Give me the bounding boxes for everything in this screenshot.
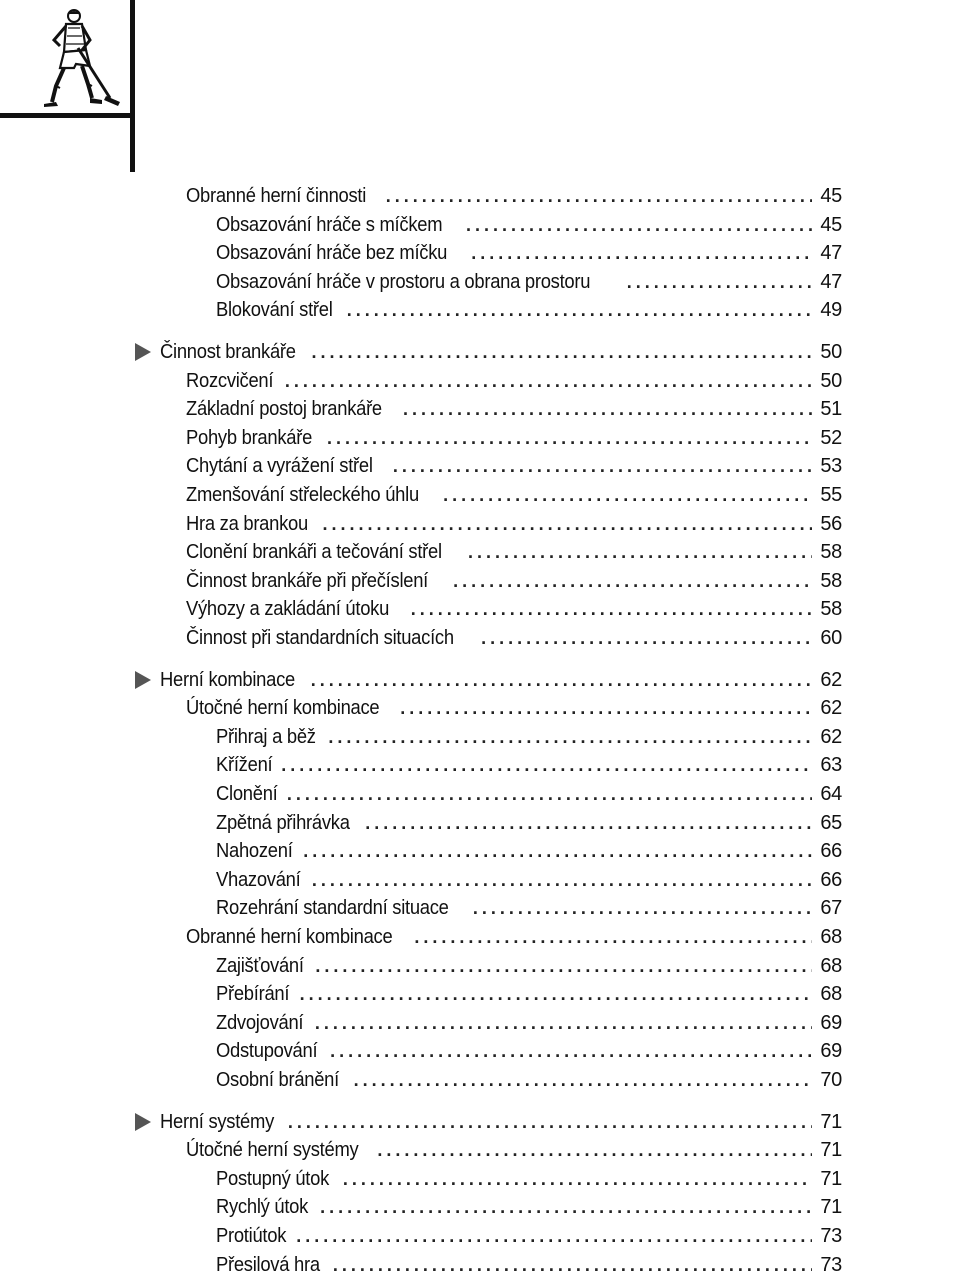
toc-entry-label: Obranné herní činnosti bbox=[186, 185, 367, 207]
toc-page-number: 45 bbox=[820, 185, 842, 207]
toc-entry bbox=[216, 1218, 842, 1248]
toc-entry bbox=[186, 420, 842, 450]
toc-entry bbox=[216, 747, 842, 777]
toc-entry bbox=[216, 805, 842, 835]
toc-entry-label: Činnost brankáře bbox=[160, 341, 296, 363]
toc-page-number: 62 bbox=[820, 725, 842, 748]
toc-dot-leader bbox=[333, 1254, 812, 1277]
toc-page-number: 73 bbox=[820, 1253, 842, 1276]
toc-page-number: 62 bbox=[820, 697, 842, 720]
toc-entry-label: Vhazování bbox=[216, 868, 301, 891]
toc-entry bbox=[216, 1247, 842, 1277]
toc-page-number: 69 bbox=[820, 1011, 842, 1034]
toc-dot-leader bbox=[323, 513, 812, 536]
toc-entry bbox=[216, 976, 842, 1006]
toc-entry-label: Obsazování hráče s míčkem bbox=[216, 213, 443, 236]
toc-page-number: 63 bbox=[820, 754, 842, 777]
toc-page-number: 51 bbox=[820, 398, 842, 421]
toc-entry-label: Osobní bránění bbox=[216, 1069, 339, 1091]
toc-entry bbox=[216, 235, 842, 265]
toc-page-number: 68 bbox=[820, 983, 842, 1006]
toc-dot-leader bbox=[627, 271, 812, 294]
toc-entry bbox=[216, 207, 842, 237]
chapter-triangle-icon bbox=[135, 343, 151, 361]
toc-entry-label: Clonění brankáři a tečování střel bbox=[186, 541, 442, 564]
toc-page-number: 62 bbox=[820, 668, 842, 691]
toc-entry-label: Nahození bbox=[216, 840, 293, 863]
toc-dot-leader bbox=[327, 427, 812, 450]
toc-entry bbox=[186, 690, 842, 720]
toc-dot-leader bbox=[311, 669, 812, 692]
toc-entry-label: Přebírání bbox=[216, 983, 290, 1006]
toc-entry bbox=[216, 948, 842, 978]
toc-entry bbox=[216, 292, 842, 322]
toc-page-number: 71 bbox=[820, 1139, 842, 1162]
toc-entry-label: Zajišťování bbox=[216, 954, 304, 977]
toc-entry bbox=[186, 1132, 842, 1162]
toc-entry bbox=[216, 862, 842, 892]
toc-entry-label: Výhozy a zakládání útoku bbox=[186, 598, 390, 621]
chapter-triangle-icon bbox=[135, 1113, 151, 1131]
toc-entry bbox=[216, 1189, 842, 1219]
toc-entry-label: Postupný útok bbox=[216, 1167, 330, 1190]
toc-page-number: 66 bbox=[820, 868, 842, 891]
toc-chapter bbox=[160, 1104, 842, 1134]
toc-entry bbox=[216, 833, 842, 863]
toc-page-number: 68 bbox=[820, 926, 842, 948]
toc-page-number: 53 bbox=[820, 455, 842, 478]
toc-dot-leader bbox=[315, 1012, 812, 1035]
toc-entry bbox=[216, 776, 842, 806]
toc-dot-leader bbox=[403, 398, 812, 421]
toc-page-number: 69 bbox=[820, 1040, 842, 1063]
toc-dot-leader bbox=[377, 1139, 812, 1162]
toc-entry-label: Zmenšování střeleckého úhlu bbox=[186, 484, 419, 506]
toc-entry-label: Zpětná přihrávka bbox=[216, 811, 350, 834]
toc-entry-label: Obranné herní kombinace bbox=[186, 926, 393, 948]
toc-page-number: 58 bbox=[820, 598, 842, 621]
toc-dot-leader bbox=[354, 1069, 812, 1092]
toc-page-number: 47 bbox=[820, 242, 842, 265]
toc-entry bbox=[186, 178, 842, 208]
toc-page-number: 50 bbox=[820, 341, 842, 363]
toc-entry-label: Základní postoj brankáře bbox=[186, 398, 382, 421]
toc-entry bbox=[186, 477, 842, 507]
toc-entry-label: Chytání a vyrážení střel bbox=[186, 455, 373, 478]
toc-entry-label: Křížení bbox=[216, 754, 273, 777]
toc-dot-leader bbox=[343, 1168, 812, 1191]
toc-chapter bbox=[160, 662, 842, 692]
toc-page-number: 49 bbox=[820, 299, 842, 322]
toc-dot-leader bbox=[296, 1225, 812, 1248]
toc-entry-label: Rozcvičení bbox=[186, 369, 274, 392]
toc-page-number: 47 bbox=[820, 270, 842, 293]
toc-dot-leader bbox=[300, 983, 812, 1006]
toc-dot-leader bbox=[453, 570, 812, 593]
toc-entry bbox=[216, 1033, 842, 1063]
toc-entry bbox=[186, 534, 842, 564]
toc-entry-label: Přesilová hra bbox=[216, 1253, 320, 1276]
toc-dot-leader bbox=[320, 1196, 812, 1219]
toc-entry-label: Útočné herní systémy bbox=[186, 1139, 359, 1162]
toc-dot-leader bbox=[471, 242, 812, 265]
toc-entry bbox=[216, 890, 842, 920]
toc-entry-label: Protiútok bbox=[216, 1225, 287, 1247]
toc-dot-leader bbox=[312, 869, 812, 892]
toc-dot-leader bbox=[414, 926, 812, 949]
toc-page-number: 45 bbox=[820, 213, 842, 236]
toc-page-number: 71 bbox=[820, 1196, 842, 1219]
toc-page-number: 56 bbox=[820, 512, 842, 535]
toc-entry-label: Přihraj a běž bbox=[216, 725, 316, 748]
toc-dot-leader bbox=[481, 627, 812, 650]
toc-entry bbox=[186, 391, 842, 421]
toc-page-number: 55 bbox=[820, 484, 842, 506]
toc-entry-label: Herní kombinace bbox=[160, 668, 295, 691]
toc-entry bbox=[186, 563, 842, 593]
toc-entry-label: Činnost brankáře při přečíslení bbox=[186, 569, 429, 592]
toc-entry-label: Odstupování bbox=[216, 1040, 318, 1063]
toc-page-number: 64 bbox=[820, 783, 842, 805]
toc-dot-leader bbox=[281, 754, 812, 777]
toc-dot-leader bbox=[330, 1040, 812, 1063]
toc-entry-label: Obsazování hráče bez míčku bbox=[216, 242, 448, 265]
toc-entry-label: Činnost při standardních situacích bbox=[186, 627, 454, 649]
toc-dot-leader bbox=[473, 897, 812, 920]
toc-entry bbox=[186, 919, 842, 949]
toc-page-number: 73 bbox=[820, 1225, 842, 1247]
toc-entry bbox=[216, 1062, 842, 1092]
toc-page-number: 52 bbox=[820, 426, 842, 449]
toc-entry-label: Obsazování hráče v prostoru a obrana prostoru bbox=[216, 270, 591, 293]
toc-page-number: 68 bbox=[820, 954, 842, 977]
toc-dot-leader bbox=[315, 955, 812, 978]
toc-dot-leader bbox=[393, 455, 812, 478]
toc-page-number: 67 bbox=[820, 897, 842, 920]
toc-dot-leader bbox=[288, 1111, 812, 1134]
toc-entry-label: Útočné herní kombinace bbox=[186, 697, 380, 720]
toc-dot-leader bbox=[443, 484, 812, 507]
toc-entry bbox=[186, 448, 842, 478]
toc-entry bbox=[216, 1005, 842, 1035]
toc-dot-leader bbox=[303, 840, 812, 863]
toc-dot-leader bbox=[312, 341, 812, 364]
toc-entry bbox=[186, 591, 842, 621]
toc-entry bbox=[186, 506, 842, 536]
toc-dot-leader bbox=[328, 726, 812, 749]
toc-page-number: 70 bbox=[820, 1069, 842, 1091]
toc-entry bbox=[186, 620, 842, 650]
toc-dot-leader bbox=[411, 598, 812, 621]
toc-entry-label: Rozehrání standardní situace bbox=[216, 897, 449, 920]
toc-dot-leader bbox=[285, 370, 812, 393]
toc-page-number: 71 bbox=[820, 1167, 842, 1190]
toc-chapter bbox=[160, 334, 842, 364]
toc-entry-label: Clonění bbox=[216, 783, 278, 805]
toc-entry bbox=[216, 1161, 842, 1191]
chapter-triangle-icon bbox=[135, 671, 151, 689]
toc-entry-label: Pohyb brankáře bbox=[186, 426, 313, 449]
toc-dot-leader bbox=[347, 299, 812, 322]
toc-dot-leader bbox=[287, 783, 812, 806]
toc-page-number: 50 bbox=[820, 369, 842, 392]
toc-dot-leader bbox=[468, 541, 812, 564]
toc-page-number: 58 bbox=[820, 569, 842, 592]
toc-entry-label: Blokování střel bbox=[216, 299, 333, 322]
toc-entry bbox=[186, 363, 842, 393]
toc-page-number: 71 bbox=[820, 1110, 842, 1133]
toc-entry-label: Hra za brankou bbox=[186, 512, 308, 535]
toc-page-number: 66 bbox=[820, 840, 842, 863]
toc-page-number: 58 bbox=[820, 541, 842, 564]
toc-dot-leader bbox=[466, 214, 812, 237]
toc-dot-leader bbox=[400, 697, 812, 720]
toc-entry-label: Zdvojování bbox=[216, 1011, 304, 1034]
toc-entry-label: Herní systémy bbox=[160, 1110, 274, 1133]
toc-page-number: 60 bbox=[820, 627, 842, 649]
toc-entry-label: Rychlý útok bbox=[216, 1196, 309, 1219]
toc-dot-leader bbox=[386, 185, 812, 208]
toc-page-number: 65 bbox=[820, 811, 842, 834]
toc-dot-leader bbox=[365, 812, 812, 835]
toc-entry bbox=[216, 719, 842, 749]
toc-entry bbox=[216, 264, 842, 294]
